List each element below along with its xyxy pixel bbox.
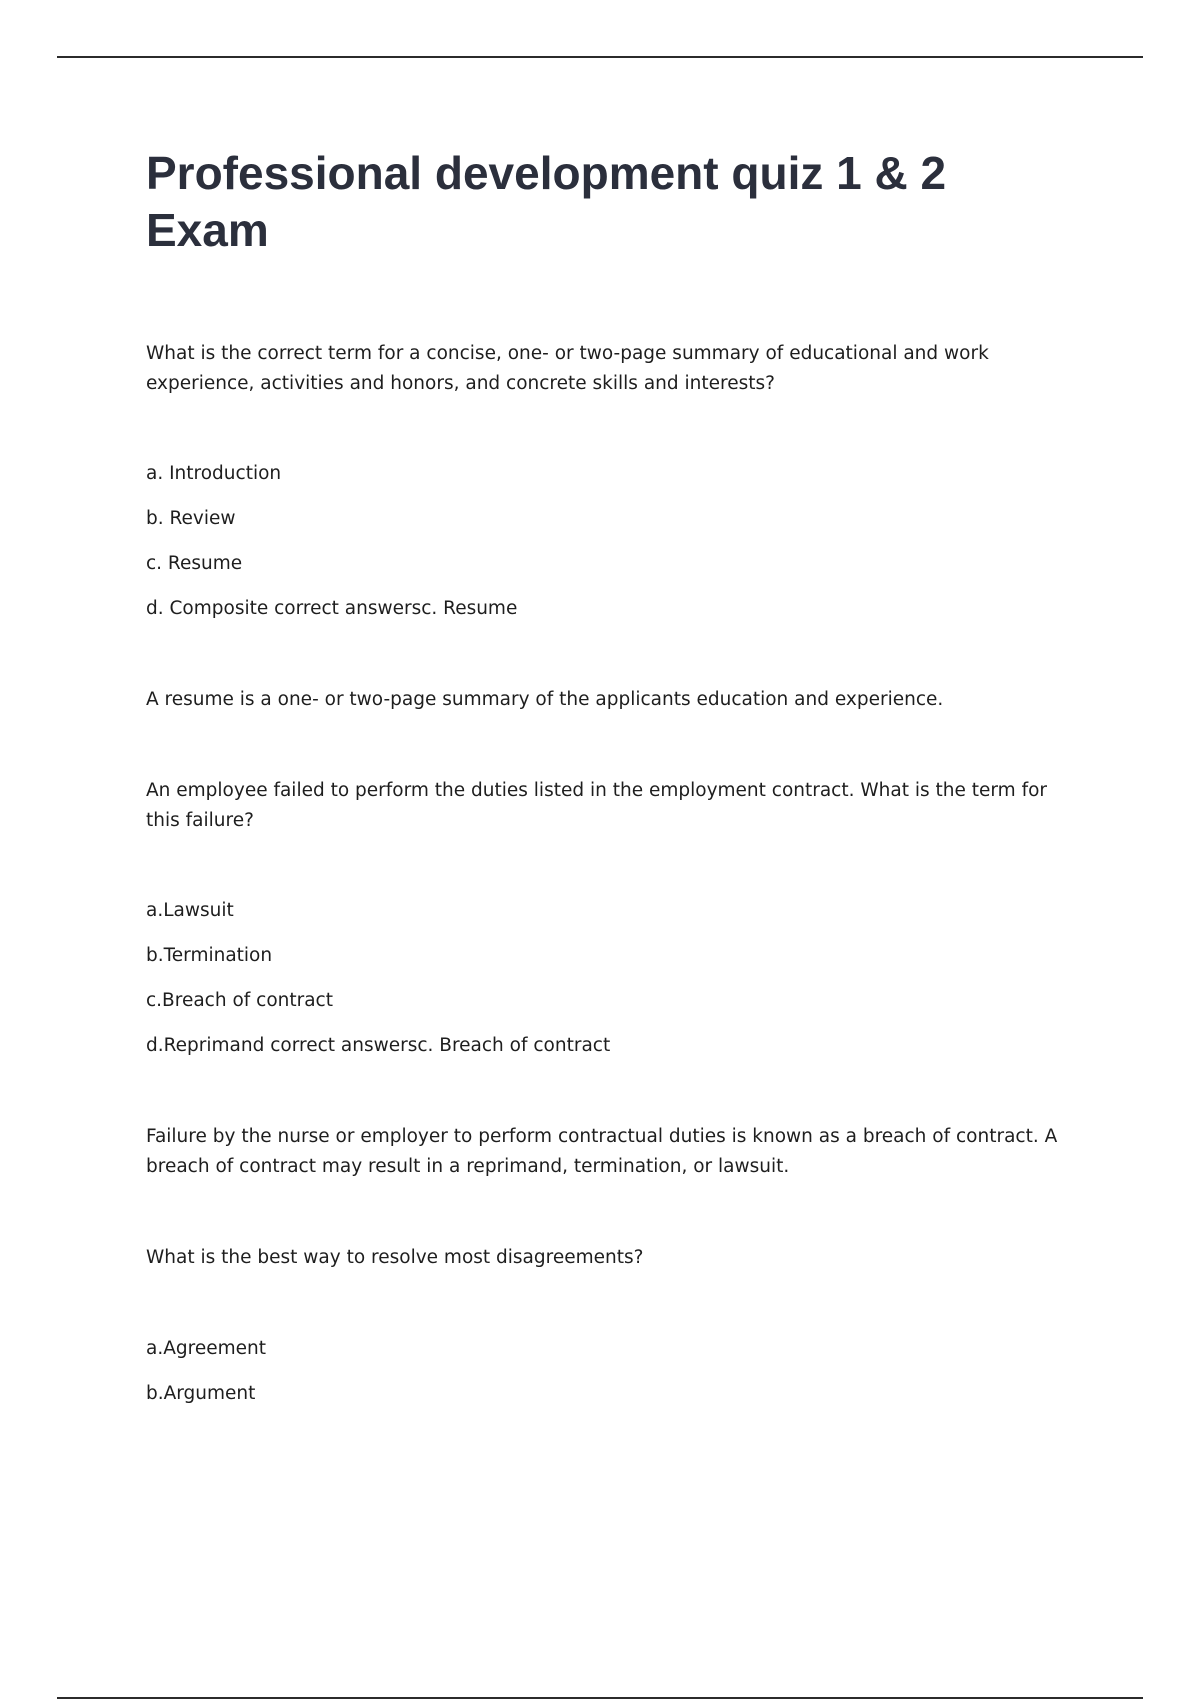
title-line-2: Exam xyxy=(146,204,269,256)
question-3-option-a: a.Agreement xyxy=(146,1338,266,1359)
question-2-option-a: a.Lawsuit xyxy=(146,900,234,921)
question-2-option-b: b.Termination xyxy=(146,945,273,966)
top-rule xyxy=(57,56,1143,58)
page-title xyxy=(146,145,1086,259)
title-line-1: Professional development quiz 1 & 2 xyxy=(146,147,947,199)
question-3-text: What is the best way to resolve most disagreements? xyxy=(146,1247,644,1268)
question-1-option-a: a. Introduction xyxy=(146,463,282,484)
question-1-option-b: b. Review xyxy=(146,508,236,529)
question-1-option-c: c. Resume xyxy=(146,553,243,574)
question-2-text: An employee failed to perform the duties listed in the employment contract. What is the term for this failure? xyxy=(146,780,1048,831)
question-1-text: What is the correct term for a concise, one- or two-page summary of educational and work experience, activities and honors, and concrete skills and interests? xyxy=(146,343,989,394)
bottom-rule xyxy=(57,1697,1143,1699)
question-1-option-d: d. Composite correct answersc. Resume xyxy=(146,598,518,619)
document-body xyxy=(146,145,1086,1409)
question-2-option-c: c.Breach of contract xyxy=(146,990,333,1011)
question-2-option-d: d.Reprimand correct answersc. Breach of contract xyxy=(146,1035,611,1056)
question-1-explanation: A resume is a one- or two-page summary of the applicants education and experience. xyxy=(146,689,944,710)
question-2-explanation: Failure by the nurse or employer to perform contractual duties is known as a breach of contract. A breach of contract may result in a reprimand, termination, or lawsuit. xyxy=(146,1126,1058,1177)
question-3-option-b: b.Argument xyxy=(146,1383,256,1404)
